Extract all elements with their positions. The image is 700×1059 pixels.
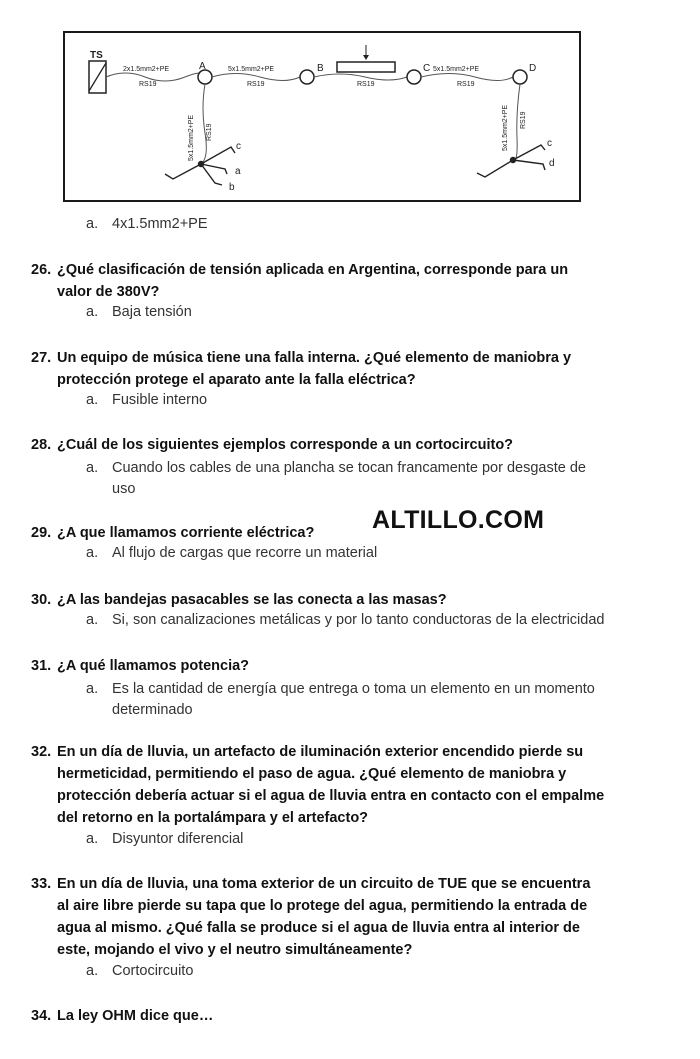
question-text-line-1: Un equipo de música tiene una falla interna. ¿Qué elemento de maniobra y [57, 350, 572, 366]
light-fixture-symbol [337, 62, 395, 72]
left-label-c: c [236, 141, 241, 152]
cable-ts-a [106, 73, 203, 81]
answer-mark: a. [86, 963, 99, 979]
answer-q32 [86, 831, 243, 847]
answer-mark: a. [86, 612, 99, 628]
question-number: 33. [31, 876, 52, 892]
right-junction [477, 145, 545, 177]
answer-text: Si, son canalizaciones metálicas y por lo tanto conductoras de la electricidad [112, 612, 605, 628]
cable-4-type: RS19 [457, 81, 475, 88]
question-text-line-3: protección debería actuar si el agua de lluvia entra en contacto con el empalme [57, 788, 605, 804]
answer-q28 [86, 458, 586, 500]
answer-text: Disyuntor diferencial [112, 831, 244, 847]
answer-q31 [86, 679, 595, 721]
answer-text-line-1: Es la cantidad de energía que entrega o toma un elemento en un momento [112, 681, 595, 697]
answer-mark: a. [86, 545, 99, 561]
answer-text-line-2: determinado [112, 702, 193, 718]
answer-mark: a. [86, 304, 99, 320]
question-text-line-2: al aire libre pierde su tapa que lo protege del agua, permitiendo la entrada de [57, 898, 588, 914]
node-b [300, 70, 314, 84]
answer-text-line-2: uso [112, 481, 136, 497]
answer-text: Cortocircuito [112, 963, 194, 979]
question-27 [31, 347, 571, 391]
answer-mark: a. [86, 392, 99, 408]
node-c-label: C [423, 63, 431, 74]
answer-q26 [86, 304, 192, 320]
cable-c-d [421, 74, 513, 81]
question-number: 27. [31, 350, 52, 366]
left-junction [165, 147, 235, 185]
answer-q33 [86, 963, 193, 979]
answer-q29 [86, 545, 377, 561]
right-label-d: d [549, 158, 555, 169]
node-d [513, 70, 527, 84]
question-text-line-2: hermeticidad, permitiendo el paso de agua. ¿Qué elemento de maniobra y [57, 766, 567, 782]
answer-mark: a. [86, 681, 99, 697]
node-a-label: A [199, 61, 206, 72]
answer-mark: a. [86, 460, 99, 476]
wiring-diagram-svg [65, 33, 579, 200]
cable-2-spec: 5x1.5mm2+PE [228, 66, 275, 73]
node-b-label: B [317, 63, 324, 74]
cable-b-c [314, 74, 407, 80]
cable-2-type: RS19 [247, 81, 265, 88]
vert-right-type: RS19 [520, 111, 527, 129]
question-text-line-4: del retorno en la portalámpara y el artefacto? [57, 810, 369, 826]
question-text-line-1: ¿A qué llamamos potencia? [57, 658, 250, 674]
question-26 [31, 259, 568, 303]
answer-mark: a. [86, 216, 99, 232]
answer-text: 4x1.5mm2+PE [112, 216, 208, 232]
question-number: 30. [31, 592, 52, 608]
right-label-c: c [547, 138, 552, 149]
cable-1-type: RS19 [139, 81, 157, 88]
question-text-line-1: ¿A las bandejas pasacables se las conecta a las masas? [57, 592, 447, 608]
cable-3-type: RS19 [357, 81, 375, 88]
node-d-label: D [529, 63, 537, 74]
question-29 [31, 522, 314, 544]
answer-text: Fusible interno [112, 392, 208, 408]
question-text-line-1: ¿A que llamamos corriente eléctrica? [57, 525, 315, 541]
vert-left-type: RS19 [206, 123, 213, 141]
cable-a-b [212, 74, 300, 81]
node-a [198, 70, 212, 84]
question-number: 31. [31, 658, 52, 674]
answer-text-line-1: Cuando los cables de una plancha se tocan francamente por desgaste de [112, 460, 586, 476]
question-text-line-1: En un día de lluvia, una toma exterior de un circuito de TUE que se encuentra [57, 876, 591, 892]
left-label-b: b [229, 182, 235, 193]
question-number: 26. [31, 262, 52, 278]
question-text-line-4: este, mojando el vivo y el neutro simultáneamente? [57, 942, 413, 958]
question-31 [31, 655, 249, 677]
left-label-a: a [235, 166, 241, 177]
node-c [407, 70, 421, 84]
question-32 [31, 741, 604, 829]
question-28 [31, 434, 513, 456]
answer-q30 [86, 612, 604, 628]
question-34 [31, 1005, 213, 1027]
cable-d-down [513, 84, 520, 160]
vert-right-spec: 5x1.5mm2+PE [502, 104, 509, 151]
cable-4-spec: 5x1.5mm2+PE [433, 66, 480, 73]
answer-text: Al flujo de cargas que recorre un material [112, 545, 378, 561]
watermark: ALTILLO.COM [372, 506, 545, 534]
answer-q27 [86, 392, 207, 408]
ts-label: TS [90, 50, 103, 61]
question-number: 32. [31, 744, 52, 760]
question-number: 34. [31, 1008, 52, 1024]
answer-mark: a. [86, 831, 99, 847]
question-number: 28. [31, 437, 52, 453]
question-33 [31, 873, 590, 961]
question-text-line-3: agua al mismo. ¿Qué falla se produce si el agua de lluvia entra al interior de [57, 920, 580, 936]
question-text-line-2: valor de 380V? [57, 284, 160, 300]
question-30 [31, 589, 447, 611]
question-text-line-2: protección protege el aparato ante la falla eléctrica? [57, 372, 416, 388]
question-number: 29. [31, 525, 52, 541]
answer-text: Baja tensión [112, 304, 192, 320]
answer-q25 [86, 216, 208, 232]
question-text-line-1: ¿Cuál de los siguientes ejemplos corresponde a un cortocircuito? [57, 437, 514, 453]
vert-left-spec: 5x1.5mm2+PE [188, 114, 195, 161]
cable-1-spec: 2x1.5mm2+PE [123, 66, 170, 73]
question-text-line-1: En un día de lluvia, un artefacto de iluminación exterior encendido pierde su [57, 744, 584, 760]
wiring-diagram [63, 31, 581, 202]
question-text-line-1: ¿Qué clasificación de tensión aplicada en Argentina, corresponde para un [57, 262, 569, 278]
question-text-line-1: La ley OHM dice que… [57, 1008, 214, 1024]
